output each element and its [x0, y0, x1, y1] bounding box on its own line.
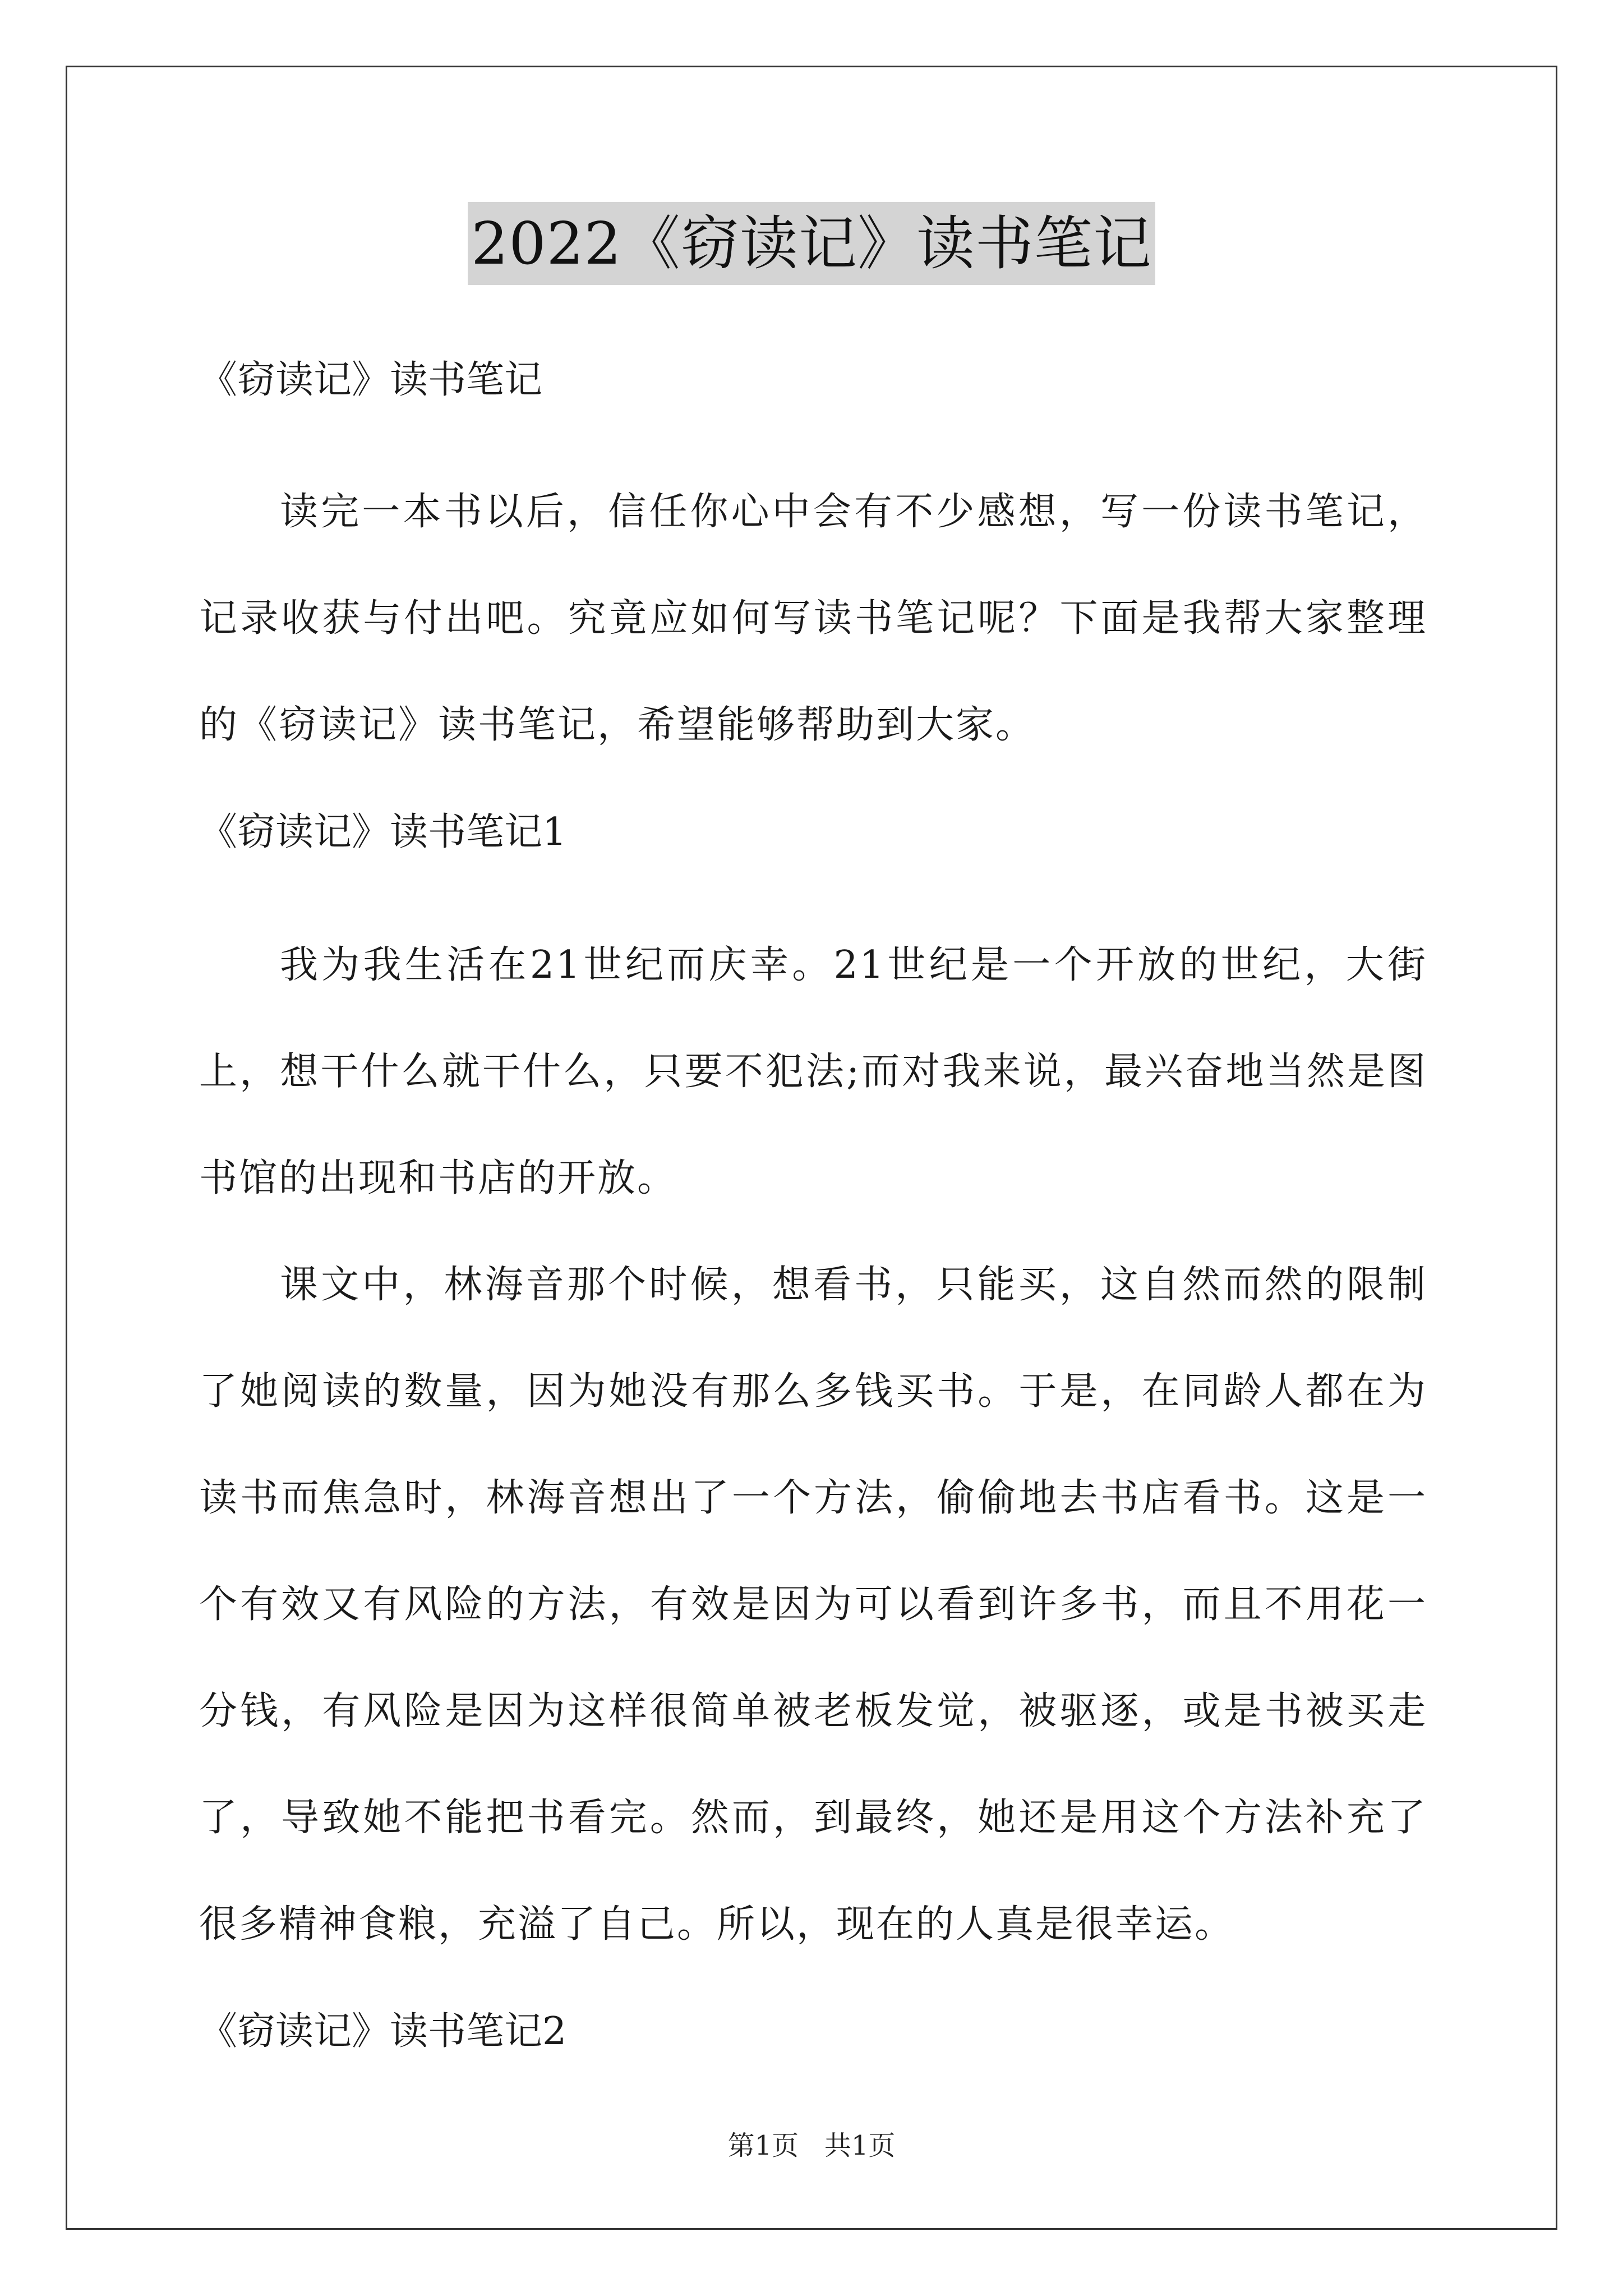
section-heading: 《窃读记》读书笔记2	[199, 2009, 567, 2054]
body-paragraph: 我为我生活在21世纪而庆幸。21世纪是一个开放的世纪，大街上，想干什么就干什么，只要不犯法;而对我来说，最兴奋地当然是图书馆的出现和书店的开放。	[199, 943, 1427, 1200]
page-footer: 第1页 共1页	[727, 2130, 896, 2161]
body-paragraph: 课文中，林海音那个时候，想看书，只能买，这自然而然的限制了她阅读的数量，因为她没有那么多钱买书。于是，在同龄人都在为读书而焦急时，林海音想出了一个方法，偷偷地去书店看书。这是一个有效又有风险的方法，有效是因为可以看到许多书，而且不用花一分钱，有风险是因为这样很简单被老板发觉，被驱逐，或是书被买走了，导致她不能把书看完。然而，到最终，她还是用这个方法补充了很多精神食粮，充溢了自己。所以，现在的人真是很幸运。	[199, 1263, 1427, 1947]
title-container	[0, 202, 1623, 285]
intro-paragraph: 读完一本书以后，信任你心中会有不少感想，写一份读书笔记，记录收获与付出吧。究竟应如何写读书笔记呢？下面是我帮大家整理的《窃读记》读书笔记，希望能够帮助到大家。	[199, 490, 1427, 747]
document-title: 2022《窃读记》读书笔记	[468, 202, 1155, 285]
section-heading: 《窃读记》读书笔记	[199, 358, 543, 402]
document-body	[199, 306, 1427, 2059]
section-heading: 《窃读记》读书笔记1	[199, 810, 567, 854]
